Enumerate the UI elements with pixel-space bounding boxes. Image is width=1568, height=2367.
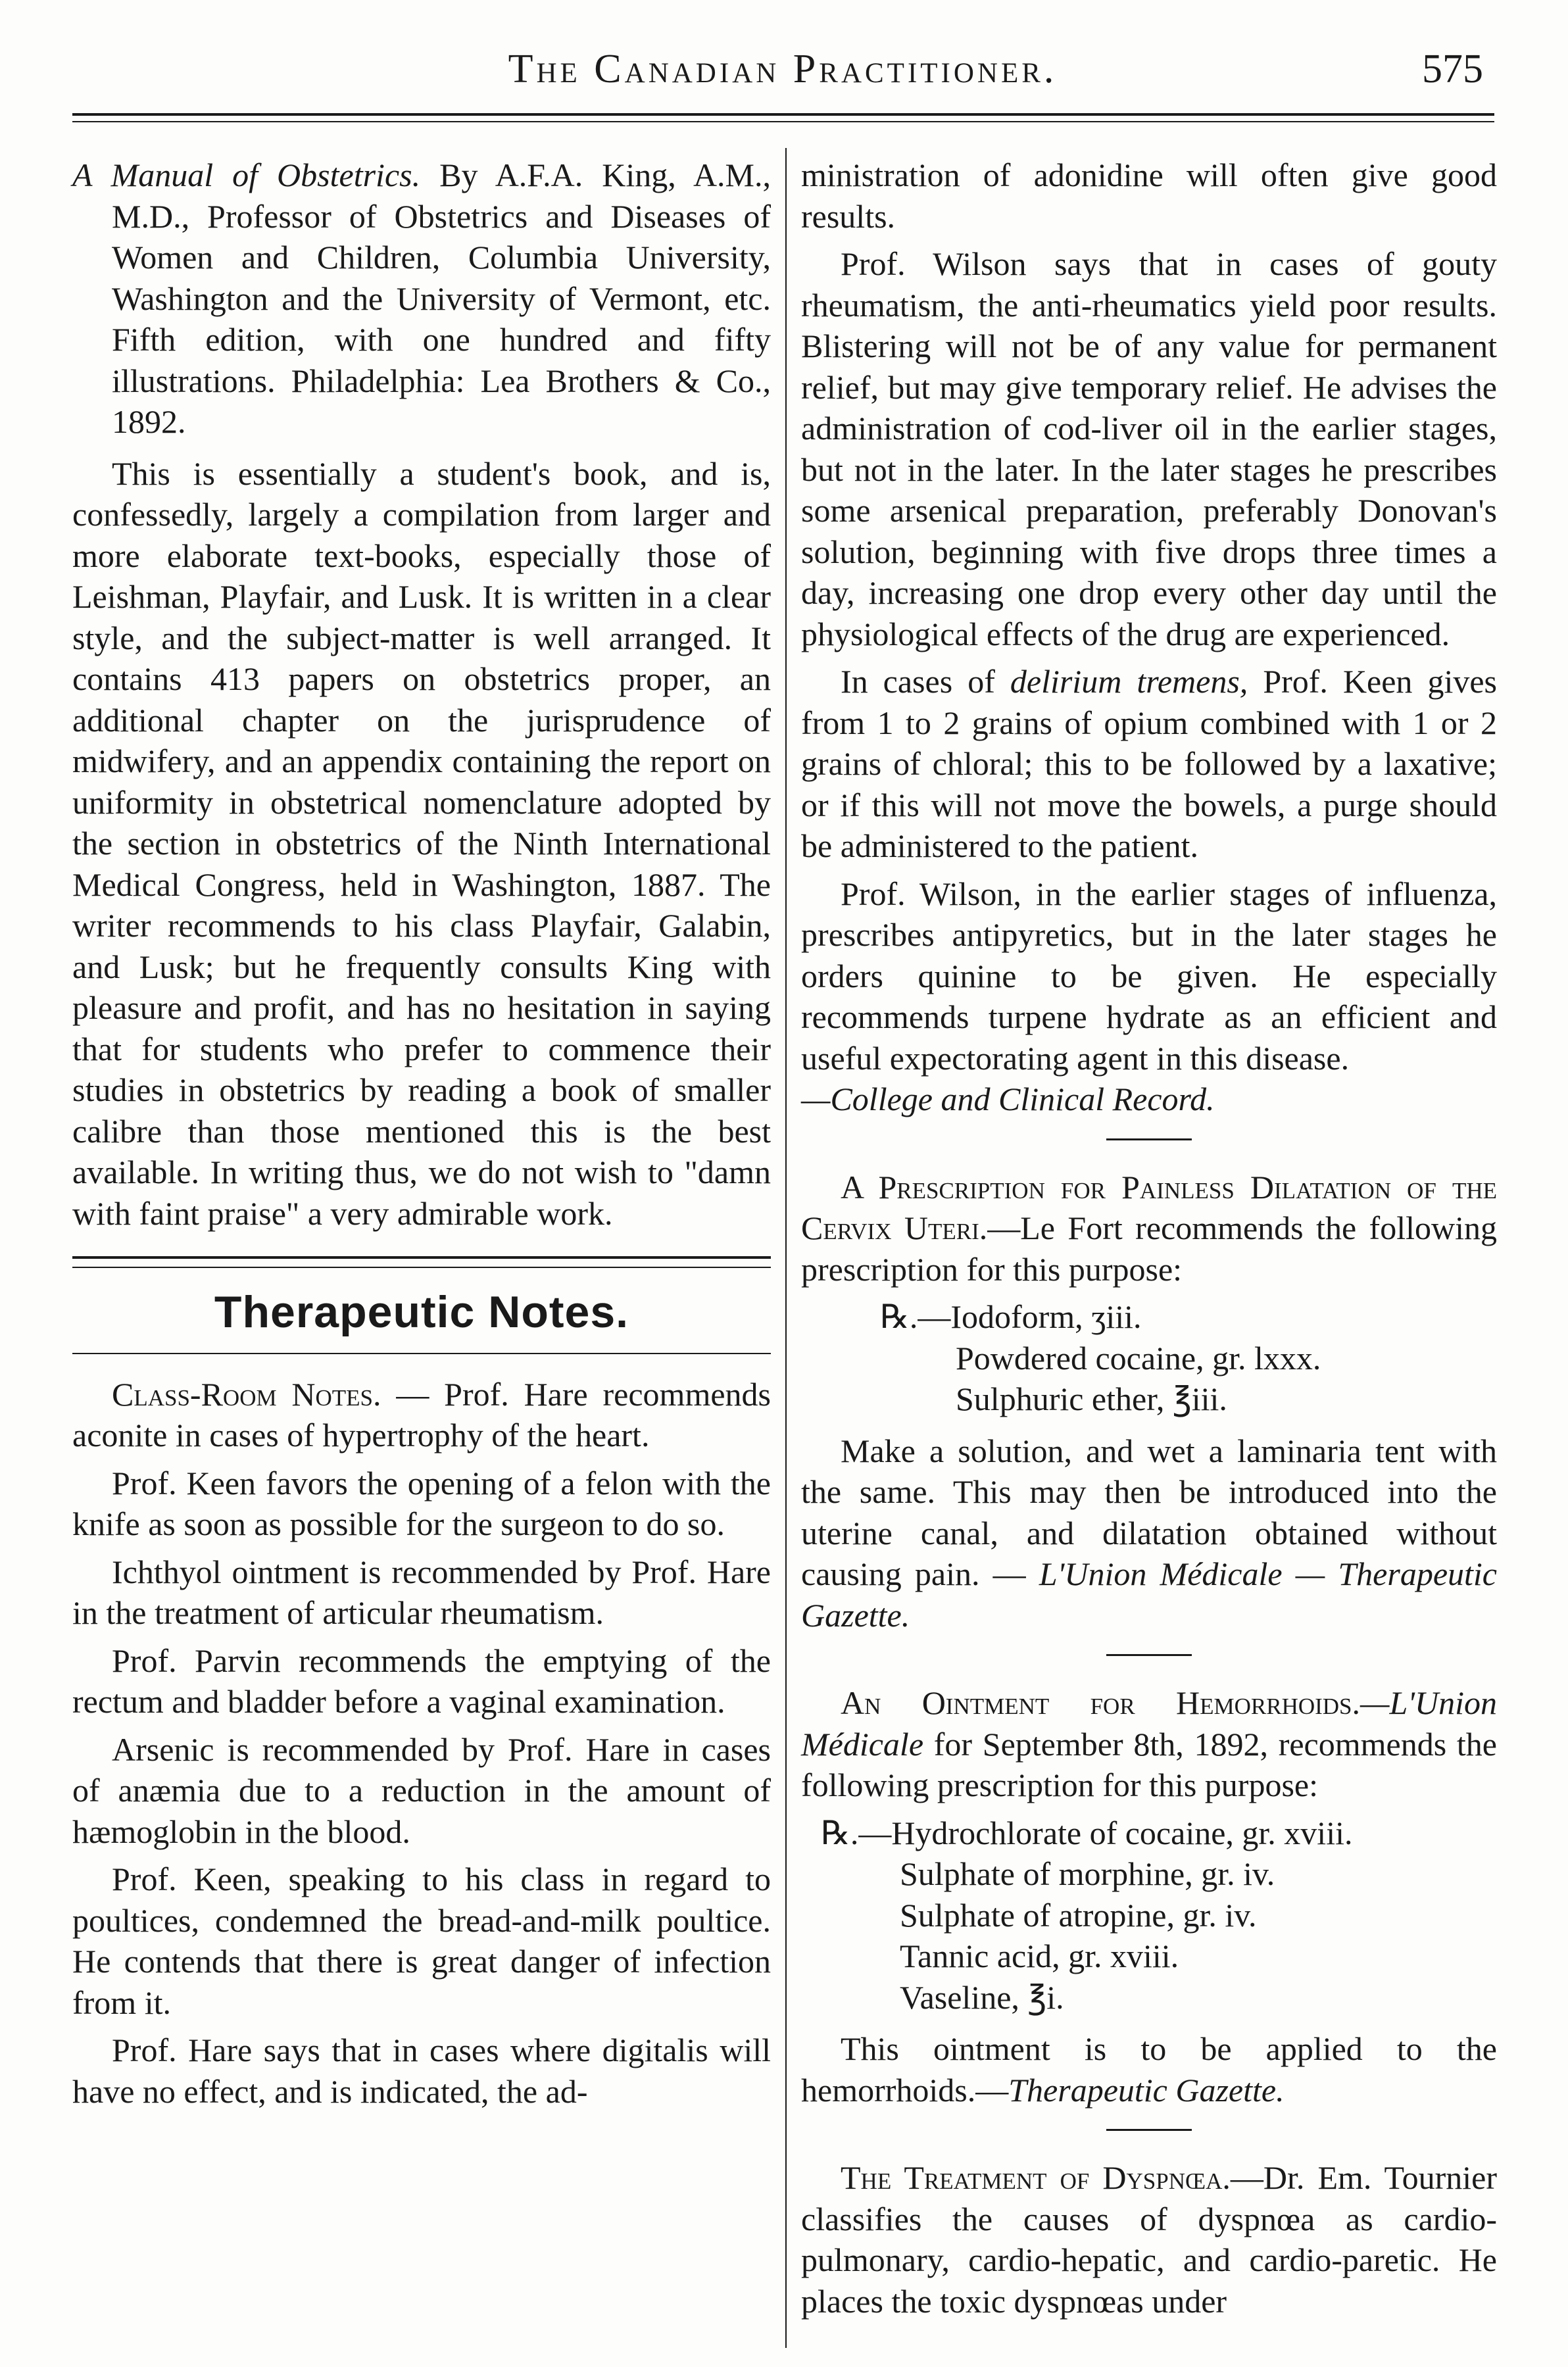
note-paragraph: Prof. Wilson says that in cases of gouty rheumatism, the anti-rheumatics yield poor results. Blistering will not be of any value for permanent relief, but may give temporary relief. He advises the administration of cod-liver oil in the earlier stages, but not in the later. In the later stages he prescribes some arsenical preparation, preferably Donovan's solution, beginning with five drops three times a day, increasing one drop every other day until the physiological effects of the drug are experienced. [801, 245, 1497, 652]
delirium-term: delirium tremens, [1010, 663, 1248, 700]
cervix-body-text: Make a solution, and wet a laminaria tent with the same. This may then be introduced into the uterine canal, and dilatation obtained without causing pain. — [801, 1432, 1497, 1592]
rx-line: Tannic acid, gr. xviii. [900, 1938, 1179, 1974]
separator-rule [1106, 1654, 1192, 1656]
note-paragraph: Arsenic is recommended by Prof. Hare in cases of anæmia due to a reduction in the amount of hæmoglobin in the blood. [72, 1730, 771, 1850]
note-paragraph: Prof. Parvin recommends the emptying of the rectum and bladder before a vaginal examination. [72, 1642, 771, 1720]
review-byline: By A.F.A. King, A.M., M.D., Professor of Obstetrics and Diseases of Women and Children, Columbia University, Washington and the University of Vermont, etc. Fifth edition, with one hundred and fifty illustrations. Philadelphia: Lea Brothers & Co., 1892. [112, 157, 772, 440]
note-paragraph: Ichthyol ointment is recommended by Prof. Hare in the treatment of articular rheumatism. [72, 1553, 771, 1631]
rx-line: Sulphate of atropine, gr. iv. [900, 1896, 1257, 1934]
class-room-heading: Class-Room Notes. [112, 1375, 381, 1413]
page-number: 575 [1422, 47, 1483, 91]
cervix-heading: A Prescription for Painless Dilatation of the Cervix Uteri. [801, 1168, 1497, 1246]
running-header [72, 46, 1493, 105]
influenza-text: Prof. Wilson, in the earlier stages of influenza, prescribes antipyretics, but in the later stages he orders quinine to be given. He especially recommends turpene hydrate as an efficient and useful expectorating agent in this disease. [801, 875, 1497, 1077]
rx-line: Sulphate of morphine, gr. iv. [900, 1855, 1275, 1892]
review-citation [72, 155, 771, 443]
section-title: Therapeutic Notes. [214, 1287, 629, 1337]
dyspnoea-heading: The Treatment of Dyspnœa. [841, 2159, 1231, 2196]
hemorrhoids-heading: An Ointment for Hemorrhoids. [841, 1684, 1361, 1721]
hemorrhoids-prescription [801, 1813, 1497, 2018]
class-room-intro-text: — Prof. Hare recommends aconite in cases of hypertrophy of the heart. [72, 1375, 771, 1453]
dyspnoea-paragraph [801, 2157, 1497, 2322]
section-double-rule [72, 1256, 771, 1268]
note-continuation: ministration of adonidine will often give good results. [801, 157, 1497, 235]
right-column [801, 155, 1497, 2328]
left-column [72, 155, 771, 2118]
review-title: A Manual of Obstetrics. [72, 157, 421, 193]
cervix-source: L'Union Médicale — Therapeutic Gazette. [801, 1555, 1498, 1634]
column-divider [785, 148, 787, 2348]
cervix-prescription [801, 1296, 1497, 1420]
note-paragraph: Prof. Keen favors the opening of a felon with the knife as soon as possible for the surgeon to do so. [72, 1464, 771, 1542]
rx-line: Vaseline, ℥i. [900, 1978, 1064, 2016]
rx-line: Sulphuric ether, ℥iii. [956, 1380, 1227, 1417]
hemorrhoids-source: Therapeutic Gazette. [1008, 2071, 1285, 2109]
header-rule-top [72, 113, 1494, 116]
separator-rule [1106, 1138, 1192, 1140]
hemorrhoids-journal: —L'Union Médicale [801, 1684, 1497, 1763]
class-room-intro [72, 1374, 771, 1456]
section-title-rule [72, 1353, 771, 1354]
note-influenza [801, 873, 1497, 1120]
rx-line: Powdered cocaine, gr. lxxx. [956, 1339, 1321, 1377]
dyspnoea-body: —Dr. Em. Tournier classifies the causes of dyspnœa as cardio-pulmonary, cardio-hepatic, and cardio-paretic. He places the toxic dyspnœas under [801, 2159, 1497, 2320]
rx-line: ℞.—Hydrochlorate of cocaine, gr. xviii. [821, 1814, 1353, 1851]
note-paragraph: Prof. Keen, speaking to his class in regard to poultices, condemned the bread-and-milk poultice. He contends that there is great danger of infection from it. [72, 1861, 771, 2021]
review-body: This is essentially a student's book, and is, confessedly, largely a compilation from larger and more elaborate text-books, especially those of Leishman, Playfair, and Lusk. It is written in a clear style, and the subject-matter is well arranged. It contains 413 papers on obstetrics proper, an additional chapter on the jurisprudence of midwifery, and an appendix containing the report on uniformity in obstetrical nomenclature adopted by the section in obstetrics of the Ninth International Medical Congress, held in Washington, 1887. The writer recommends to his class Playfair, Galabin, and Lusk; but he frequently consults King with pleasure and profit, and has no hesitation in saying that for students who prefer to commence their studies in obstetrics by reading a book of smaller calibre than those mentioned this is the best available. In writing thus, we do not wish to "damn with faint praise" a very admirable work. [72, 454, 771, 1232]
note-source: —College and Clinical Record. [801, 1081, 1215, 1117]
delirium-post: Prof. Keen gives from 1 to 2 grains of opium combined with 1 or 2 grains of chloral; this to be followed by a laxative; or if this will not move the bowels, a purge should be administered to the patient. [801, 663, 1498, 864]
header-rule-bottom [72, 121, 1494, 122]
hemorrhoids-intro [801, 1682, 1497, 1806]
cervix-body [801, 1430, 1497, 1636]
note-paragraph-continued: Prof. Hare says that in cases where digitalis will have no effect, and is indicated, the ad- [72, 2032, 771, 2110]
hemorrhoids-body-text: This ointment is to be applied to the hemorrhoids.— [801, 2030, 1497, 2109]
hemorrhoids-body [801, 2028, 1497, 2111]
cervix-intro [801, 1167, 1497, 1290]
hemorrhoids-intro-text: for September 8th, 1892, recommends the following prescription for this purpose: [801, 1725, 1497, 1803]
running-title: The Canadian Practitioner. [508, 47, 1058, 91]
cervix-intro-text: —Le Fort recommends the following prescription for this purpose: [801, 1209, 1497, 1288]
rx-line: ℞.—Iodoform, ʒiii. [880, 1298, 1142, 1335]
separator-rule [1106, 2129, 1192, 2131]
note-delirium [801, 661, 1497, 867]
delirium-pre: In cases of [841, 663, 995, 700]
